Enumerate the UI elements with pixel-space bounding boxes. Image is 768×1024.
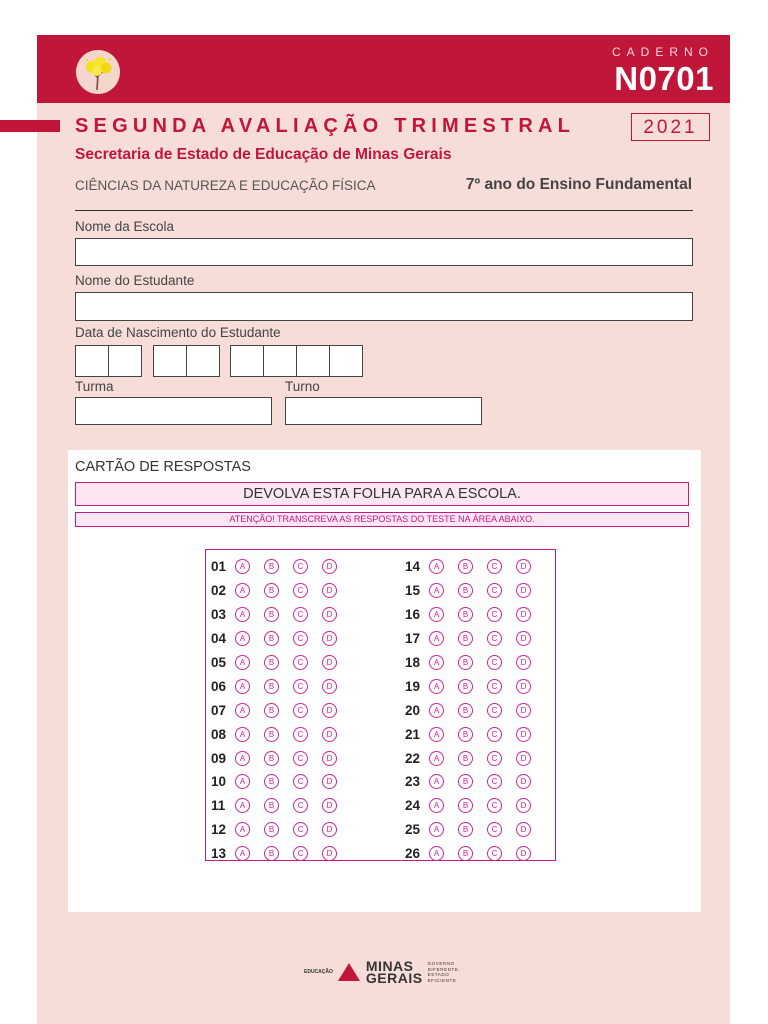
answer-bubble-b[interactable]: B (458, 798, 473, 813)
answer-bubble-d[interactable]: D (322, 559, 337, 574)
school-name-label: Nome da Escola (75, 219, 175, 234)
answer-bubble-a[interactable]: A (235, 655, 250, 670)
answer-row (211, 722, 351, 746)
birth-month-field[interactable] (153, 345, 219, 377)
answer-bubble-d[interactable]: D (516, 631, 531, 646)
answer-bubble-b[interactable]: B (264, 703, 279, 718)
answer-bubble-c[interactable]: C (487, 751, 502, 766)
question-number: 04 (211, 631, 227, 647)
answer-bubble-b[interactable]: B (458, 727, 473, 742)
answer-row (211, 818, 351, 842)
answer-bubble-c[interactable]: C (293, 559, 308, 574)
question-number: 08 (211, 726, 227, 742)
side-accent-bar (0, 120, 60, 132)
question-number: 13 (211, 846, 227, 862)
answer-row (211, 770, 351, 794)
answer-bubble-a[interactable]: A (429, 846, 444, 861)
footer-brand-line2: GERAIS (365, 970, 423, 986)
answer-bubble-a[interactable]: A (235, 583, 250, 598)
answer-bubble-b[interactable]: B (264, 631, 279, 646)
date-digit-cell[interactable] (230, 345, 264, 377)
question-number: 14 (405, 559, 421, 575)
answer-bubble-d[interactable]: D (516, 751, 531, 766)
answer-bubble-c[interactable]: C (487, 774, 502, 789)
answer-bubble-a[interactable]: A (429, 583, 444, 598)
answer-bubble-b[interactable]: B (458, 774, 473, 789)
answer-bubble-c[interactable]: C (293, 607, 308, 622)
answer-bubble-b[interactable]: B (264, 655, 279, 670)
question-number: 20 (405, 702, 421, 718)
student-name-field[interactable] (75, 292, 693, 321)
answer-bubble-a[interactable]: A (429, 822, 444, 837)
answer-row (211, 603, 351, 627)
answer-bubble-c[interactable]: C (293, 583, 308, 598)
question-number: 24 (405, 798, 421, 814)
question-number: 18 (405, 655, 421, 670)
answer-row (211, 674, 351, 698)
date-digit-cell[interactable] (108, 345, 142, 377)
answer-row (405, 627, 545, 651)
answer-row (405, 722, 545, 746)
footer-slogan (428, 961, 461, 983)
answer-row (405, 842, 545, 866)
answer-bubble-c[interactable]: C (487, 798, 502, 813)
answer-bubble-a[interactable]: A (235, 727, 250, 742)
answer-row (211, 627, 351, 651)
answer-bubble-a[interactable]: A (429, 631, 444, 646)
answer-bubble-a[interactable]: A (429, 655, 444, 670)
answer-bubble-c[interactable]: C (293, 679, 308, 694)
answer-row (211, 651, 351, 675)
answer-bubble-b[interactable]: B (264, 798, 279, 813)
question-number: 15 (405, 583, 421, 599)
footer-logo (304, 960, 460, 984)
answer-bubble-c[interactable]: C (293, 774, 308, 789)
answer-bubble-b[interactable]: B (264, 583, 279, 598)
question-number: 26 (405, 846, 421, 862)
answer-bubble-a[interactable]: A (429, 607, 444, 622)
answer-row (211, 746, 351, 770)
answer-row (405, 794, 545, 818)
birth-year-field[interactable] (230, 345, 362, 377)
date-digit-cell[interactable] (186, 345, 220, 377)
answer-bubble-c[interactable]: C (487, 679, 502, 694)
answer-bubble-c[interactable]: C (487, 846, 502, 861)
question-number: 02 (211, 583, 227, 599)
attention-notice: ATENÇÃO! TRANSCREVA AS RESPOSTAS DO TESTE NA ÁREA ABAIXO. (75, 512, 689, 527)
answer-bubble-d[interactable]: D (516, 559, 531, 574)
caderno-label: CADERNO (611, 45, 714, 59)
answer-bubble-b[interactable]: B (458, 846, 473, 861)
answer-grid (205, 549, 556, 861)
question-number: 09 (211, 750, 227, 766)
footer-education-label: EDUCAÇÃO (304, 969, 333, 975)
answer-bubble-a[interactable]: A (235, 679, 250, 694)
answer-bubble-d[interactable]: D (322, 798, 337, 813)
answer-bubble-b[interactable]: B (264, 727, 279, 742)
discipline-name: CIÊNCIAS DA NATUREZA E EDUCAÇÃO FÍSICA (75, 178, 376, 193)
grade-level: 7º ano do Ensino Fundamental (465, 176, 692, 193)
answer-bubble-a[interactable]: A (429, 679, 444, 694)
birth-day-field[interactable] (75, 345, 141, 377)
answer-bubble-d[interactable]: D (322, 607, 337, 622)
answer-bubble-c[interactable]: C (293, 631, 308, 646)
class-field[interactable] (75, 397, 272, 425)
answer-row (405, 579, 545, 603)
answer-bubble-d[interactable]: D (322, 631, 337, 646)
answer-bubble-c[interactable]: C (487, 631, 502, 646)
answer-bubble-a[interactable]: A (235, 559, 250, 574)
answer-row (211, 555, 351, 579)
question-number: 05 (211, 655, 227, 670)
answer-bubble-c[interactable]: C (487, 703, 502, 718)
answer-bubble-a[interactable]: A (235, 607, 250, 622)
year-box: 2021 (631, 113, 710, 141)
footer-brand (366, 960, 423, 984)
answer-bubble-a[interactable]: A (235, 846, 250, 861)
answer-row (211, 698, 351, 722)
question-number: 22 (405, 750, 421, 766)
question-number: 19 (405, 678, 421, 694)
answer-bubble-d[interactable]: D (322, 751, 337, 766)
answer-row (405, 698, 545, 722)
answer-bubble-c[interactable]: C (293, 703, 308, 718)
return-sheet-notice: DEVOLVA ESTA FOLHA PARA A ESCOLA. (75, 482, 689, 506)
date-digit-cell[interactable] (153, 345, 187, 377)
answer-bubble-c[interactable]: C (293, 655, 308, 670)
school-name-field[interactable] (75, 238, 693, 266)
question-number: 11 (211, 798, 226, 814)
answer-bubble-d[interactable]: D (322, 703, 337, 718)
answer-bubble-d[interactable]: D (516, 798, 531, 813)
answer-column-right (405, 555, 545, 866)
answer-bubble-a[interactable]: A (429, 774, 444, 789)
date-digit-cell[interactable] (329, 345, 363, 377)
answer-row (405, 555, 545, 579)
answer-bubble-b[interactable]: B (458, 631, 473, 646)
answer-bubble-d[interactable]: D (516, 655, 531, 670)
answer-bubble-b[interactable]: B (264, 559, 279, 574)
minas-triangle-icon (338, 963, 360, 981)
answer-bubble-b[interactable]: B (264, 774, 279, 789)
answer-bubble-a[interactable]: A (429, 559, 444, 574)
answer-bubble-a[interactable]: A (235, 631, 250, 646)
exam-title: SEGUNDA AVALIAÇÃO TRIMESTRAL (75, 115, 576, 137)
answer-row (405, 603, 545, 627)
question-number: 06 (211, 678, 227, 694)
answer-bubble-c[interactable]: C (293, 727, 308, 742)
secretariat-name: Secretaria de Estado de Educação de Minas Gerais (75, 146, 452, 163)
answer-bubble-d[interactable]: D (322, 679, 337, 694)
question-number: 12 (211, 822, 227, 838)
header-divider (75, 210, 693, 211)
question-number: 21 (405, 726, 421, 742)
answer-bubble-c[interactable]: C (487, 727, 502, 742)
answer-bubble-c[interactable]: C (487, 655, 502, 670)
question-number: 03 (211, 607, 227, 623)
answer-bubble-c[interactable]: C (293, 822, 308, 837)
answer-row (211, 794, 351, 818)
answer-bubble-b[interactable]: B (458, 607, 473, 622)
answer-bubble-d[interactable]: D (516, 679, 531, 694)
answer-bubble-a[interactable]: A (235, 774, 250, 789)
answer-bubble-b[interactable]: B (264, 751, 279, 766)
answer-bubble-b[interactable]: B (264, 822, 279, 837)
answer-bubble-b[interactable]: B (264, 846, 279, 861)
footer-slogan-line3: ESTADO (427, 972, 450, 977)
answer-bubble-b[interactable]: B (458, 655, 473, 670)
answer-bubble-d[interactable]: D (322, 822, 337, 837)
shift-field[interactable] (285, 397, 482, 425)
question-number: 16 (405, 607, 421, 623)
answer-bubble-d[interactable]: D (516, 703, 531, 718)
answer-column-left (211, 555, 351, 866)
answer-card-title: CARTÃO DE RESPOSTAS (75, 459, 251, 475)
answer-bubble-b[interactable]: B (458, 583, 473, 598)
footer-slogan-line1: GOVERNO (427, 961, 455, 966)
answer-bubble-d[interactable]: D (516, 607, 531, 622)
answer-bubble-b[interactable]: B (458, 822, 473, 837)
answer-bubble-b[interactable]: B (458, 751, 473, 766)
answer-bubble-b[interactable]: B (264, 679, 279, 694)
answer-bubble-a[interactable]: A (429, 727, 444, 742)
answer-row (405, 651, 545, 675)
question-number: 25 (405, 822, 421, 838)
student-name-label: Nome do Estudante (75, 273, 195, 288)
question-number: 07 (211, 702, 227, 718)
date-digit-cell[interactable] (75, 345, 109, 377)
answer-bubble-b[interactable]: B (458, 703, 473, 718)
answer-bubble-c[interactable]: C (487, 822, 502, 837)
answer-bubble-a[interactable]: A (235, 703, 250, 718)
class-label: Turma (75, 379, 114, 394)
answer-row (405, 746, 545, 770)
answer-bubble-b[interactable]: B (264, 607, 279, 622)
answer-bubble-a[interactable]: A (235, 751, 250, 766)
answer-bubble-d[interactable]: D (516, 583, 531, 598)
answer-bubble-c[interactable]: C (487, 583, 502, 598)
question-number: 10 (211, 774, 227, 790)
answer-bubble-d[interactable]: D (322, 583, 337, 598)
question-number: 01 (211, 559, 227, 575)
question-number: 23 (405, 774, 421, 790)
answer-bubble-a[interactable]: A (429, 703, 444, 718)
answer-bubble-d[interactable]: D (322, 655, 337, 670)
answer-bubble-d[interactable]: D (322, 727, 337, 742)
footer-slogan-line4: EFICIENTE. (427, 977, 459, 983)
answer-row (211, 842, 351, 866)
answer-row (405, 770, 545, 794)
shift-label: Turno (285, 379, 320, 394)
answer-card (68, 450, 701, 912)
answer-bubble-c[interactable]: C (293, 798, 308, 813)
answer-bubble-b[interactable]: B (458, 559, 473, 574)
question-number: 17 (405, 631, 421, 647)
answer-bubble-d[interactable]: D (516, 846, 531, 861)
answer-row (405, 818, 545, 842)
answer-row (405, 674, 545, 698)
answer-bubble-d[interactable]: D (516, 727, 531, 742)
tree-logo-icon (76, 50, 120, 94)
answer-bubble-c[interactable]: C (487, 559, 502, 574)
birthdate-label: Data de Nascimento do Estudante (75, 325, 281, 340)
answer-bubble-c[interactable]: C (293, 751, 308, 766)
caderno-code: N0701 (614, 60, 714, 97)
answer-bubble-c[interactable]: C (487, 607, 502, 622)
answer-bubble-a[interactable]: A (429, 798, 444, 813)
answer-bubble-b[interactable]: B (458, 679, 473, 694)
answer-bubble-d[interactable]: D (322, 774, 337, 789)
answer-bubble-d[interactable]: D (322, 846, 337, 861)
answer-row (211, 579, 351, 603)
date-digit-cell[interactable] (263, 345, 297, 377)
answer-bubble-d[interactable]: D (516, 774, 531, 789)
answer-bubble-d[interactable]: D (516, 822, 531, 837)
footer-slogan-line2: DIFERENTE. (427, 966, 461, 972)
answer-bubble-c[interactable]: C (293, 846, 308, 861)
answer-bubble-a[interactable]: A (235, 798, 250, 813)
footer-brand-line1: MINAS (365, 958, 414, 974)
answer-bubble-a[interactable]: A (235, 822, 250, 837)
answer-bubble-a[interactable]: A (429, 751, 444, 766)
date-digit-cell[interactable] (296, 345, 330, 377)
